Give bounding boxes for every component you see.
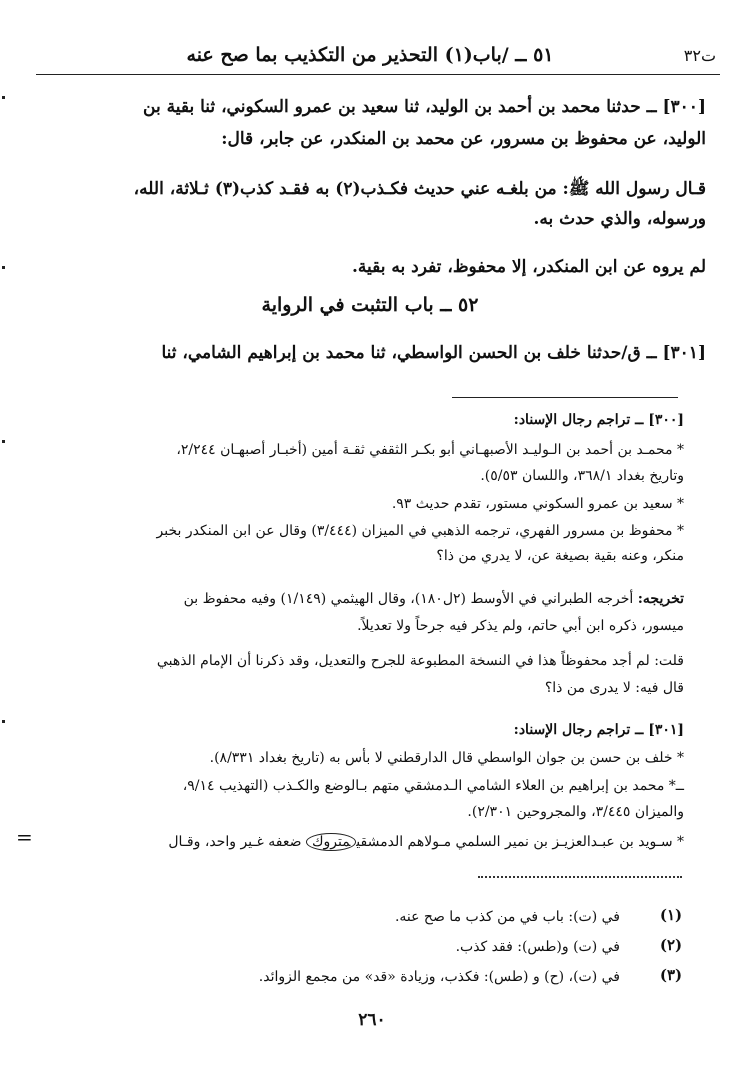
main-line-2: الوليد، عن محفوظ بن مسرور، عن محمد بن المنكدر، عن جابر، قال: (221, 129, 706, 149)
notes-rule (452, 397, 678, 398)
note-line-10: قال فيه: لا يدرى من ذا؟ (544, 680, 684, 696)
main-line-5: لم يروه عن ابن المنكدر، إلا محفوظ، تفرد به بقية. (351, 257, 706, 277)
note-line-11: [٣٠١] ــ تراجم رجال الإسناد: (513, 722, 684, 738)
note-line-5: * محفوظ بن مسرور الفهري، ترجمه الذهبي في الميزان (٣/٤٤٤) وقال عن ابن المنكدر بخبر (156, 523, 684, 539)
note-line-6: منكر، وعنه بقية بصيغة عن، لا يدري من ذا؟ (436, 548, 684, 564)
main-line-1: [٣٠٠] ــ حدثنا محمد بن أحمد بن الوليد، ثنا سعيد بن عمرو السكوني، ثنا بقية بن (143, 97, 706, 117)
footnote-text: في (ت) و(طس): فقد كذب. (455, 939, 620, 955)
note-line-7 (184, 587, 684, 611)
main-line-4: ورسوله، والذي حدث به. (533, 209, 706, 229)
margin-speck (2, 266, 5, 269)
chapter-heading: ٥١ ــ /باب(١) التحذير من التكذيب بما صح عنه (186, 44, 554, 66)
note-line-4: * سعيد بن عمرو السكوني مستور، تقدم حديث ٩٣. (391, 496, 684, 512)
note-line-8: ميسور، ذكره ابن أبي حاتم، ولم يذكر فيه جرحاً ولا تعديلاً. (357, 618, 684, 634)
footnote-text: في (ت): باب في من كذب ما صح عنه. (394, 909, 620, 925)
footnote-text: في (ت)، (ح) و (طس): فكذب، وزيادة «قد» من مجمع الزوائد. (258, 969, 620, 985)
circled-annotation: متروك (306, 833, 356, 851)
narrator-text: * سـويد بن عبـدالعزيـز بن نمير السلمي مـولاهم الدمشقي (356, 834, 684, 850)
continuation-mark: = (16, 825, 33, 849)
takhrij-text: أخرجه الطبراني في الأوسط (٢ل١٨٠)، وقال الهيثمي (١/١٤٩) وفيه محفوظ بن (183, 591, 638, 607)
footnote-number: (٣) (659, 966, 683, 984)
margin-speck (2, 96, 5, 99)
note-line-15 (168, 830, 684, 854)
takhrij-label: تخريجه: (637, 591, 684, 607)
margin-speck (2, 440, 5, 443)
note-line-9: قلت: لم أجد محفوظاً هذا في النسخة المطبوعة للجرح والتعديل، وقد ذكرنا أن الإمام الذهبي (156, 653, 684, 669)
note-line-14: والميزان ٣/٤٤٥، والمجروحين ٢/٣٠١). (467, 804, 684, 820)
note-line-12: * خلف بن حسن بن جوان الواسطي قال الدارقطني لا بأس به (تاريخ بغداد ٨/٣٣١). (209, 750, 684, 766)
note-line-1: [٣٠٠] ــ تراجم رجال الإسناد: (513, 412, 684, 428)
margin-speck (2, 720, 5, 723)
page-number: ٢٦٠ (358, 1010, 386, 1030)
footnote-number: (١) (659, 906, 683, 924)
manuscript-code: ت٣٢ (683, 46, 716, 65)
header-rule (36, 74, 720, 75)
main-line-3: قـال رسول الله ﷺ: من بلغـه عني حديث فكـذب(٢) به فقـد كذب(٣) ثـلاثة، الله، (133, 179, 706, 199)
note-line-2: * محمـد بن أحمد بن الـوليـد الأصبهـاني أبو بكـر الثقفي ثقـة أمين (أخبـار أصبهـان ٢/٢٤٤، (176, 442, 684, 458)
main-line-6: [٣٠١] ــ ق/حدثنا خلف بن الحسن الواسطي، ثنا محمد بن إبراهيم الشامي، ثنا (161, 343, 706, 363)
note-line-3: وتاريخ بغداد ٣٦٨/١، واللسان ٥/٥٣). (480, 468, 684, 484)
footnote-separator (478, 876, 682, 878)
note-line-13: ــ* محمد بن إبراهيم بن العلاء الشامي الـدمشقي متهم بـالوضع والكـذب (التهذيب ٩/١٤، (182, 778, 684, 794)
footnote-number: (٢) (659, 936, 683, 954)
narrator-text-cont: ضعفه غـير واحد، وقـال (168, 834, 306, 850)
section-heading: ٥٢ ــ باب التثبت في الرواية (261, 294, 479, 316)
